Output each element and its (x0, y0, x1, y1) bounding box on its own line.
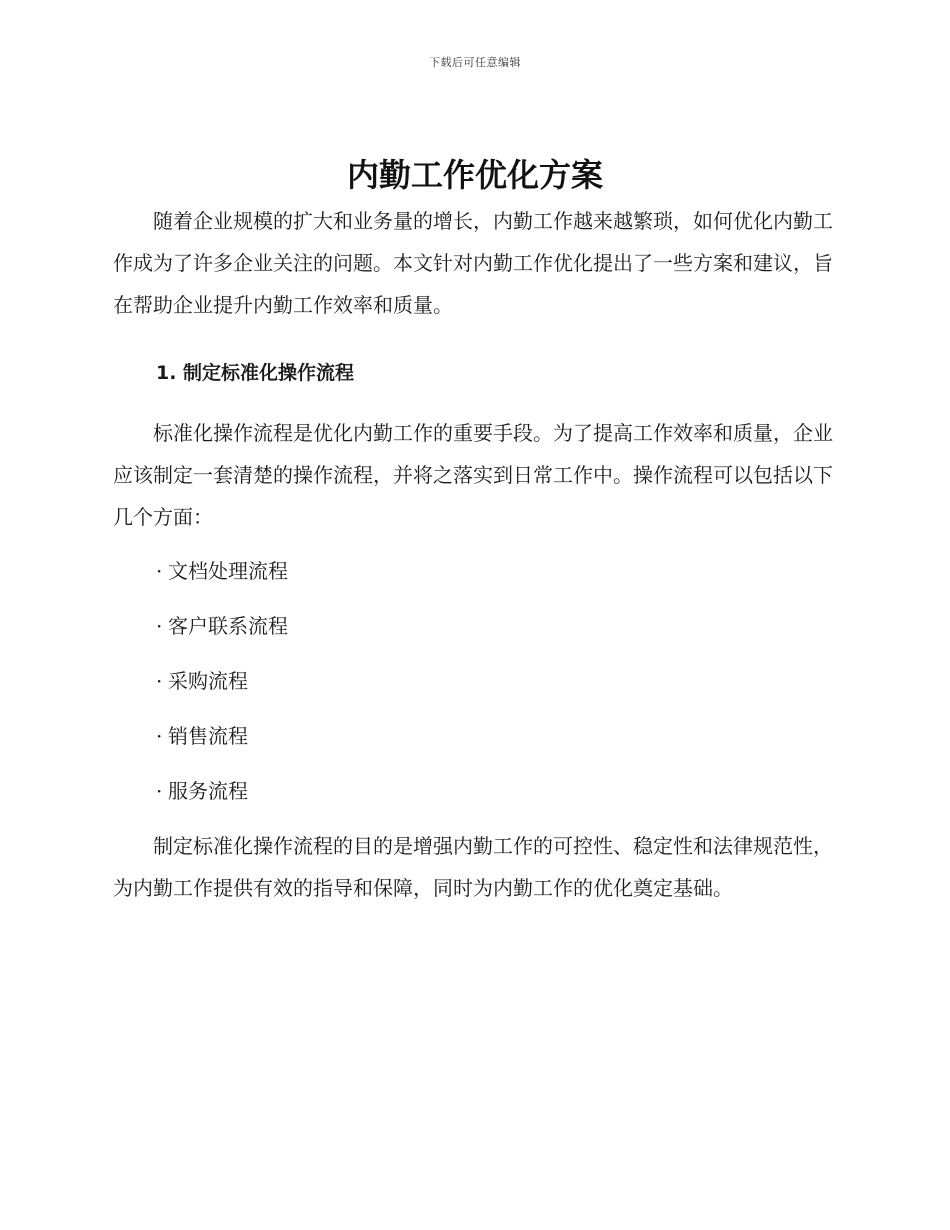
document-title: 内勤工作优化方案 (346, 156, 603, 194)
list-item-text: 采购流程 (168, 669, 248, 693)
list-item-text: 销售流程 (168, 724, 248, 748)
document-body (113, 200, 833, 909)
list-item (156, 550, 833, 592)
section-heading: 1. 制定标准化操作流程 (156, 362, 355, 384)
list-item (156, 715, 833, 757)
page-header-note: 下载后可任意编辑 (429, 56, 521, 69)
bullet-dot: · (156, 724, 163, 748)
list-item (156, 660, 833, 702)
list-item-text: 客户联系流程 (168, 614, 288, 638)
section-paragraph: 标准化操作流程是优化内勤工作的重要手段。为了提高工作效率和质量，企业应该制定一套清楚的操作流程，并将之落实到日常工作中。操作流程可以包括以下几个方面： (113, 421, 833, 529)
list-item-text: 文档处理流程 (168, 559, 288, 583)
bullet-dot: · (156, 559, 163, 583)
bullet-dot: · (156, 614, 163, 638)
list-item-text: 服务流程 (168, 779, 248, 803)
intro-paragraph: 随着企业规模的扩大和业务量的增长，内勤工作越来越繁琐，如何优化内勤工作成为了许多企业关注的问题。本文针对内勤工作优化提出了一些方案和建议，旨在帮助企业提升内勤工作效率和质量。 (113, 209, 833, 317)
bullet-dot: · (156, 669, 163, 693)
process-list (113, 550, 833, 812)
closing-paragraph: 制定标准化操作流程的目的是增强内勤工作的可控性、稳定性和法律规范性，为内勤工作提供有效的指导和保障，同时为内勤工作的优化奠定基础。 (113, 834, 833, 900)
list-item (156, 770, 833, 812)
bullet-dot: · (156, 779, 163, 803)
list-item (156, 605, 833, 647)
